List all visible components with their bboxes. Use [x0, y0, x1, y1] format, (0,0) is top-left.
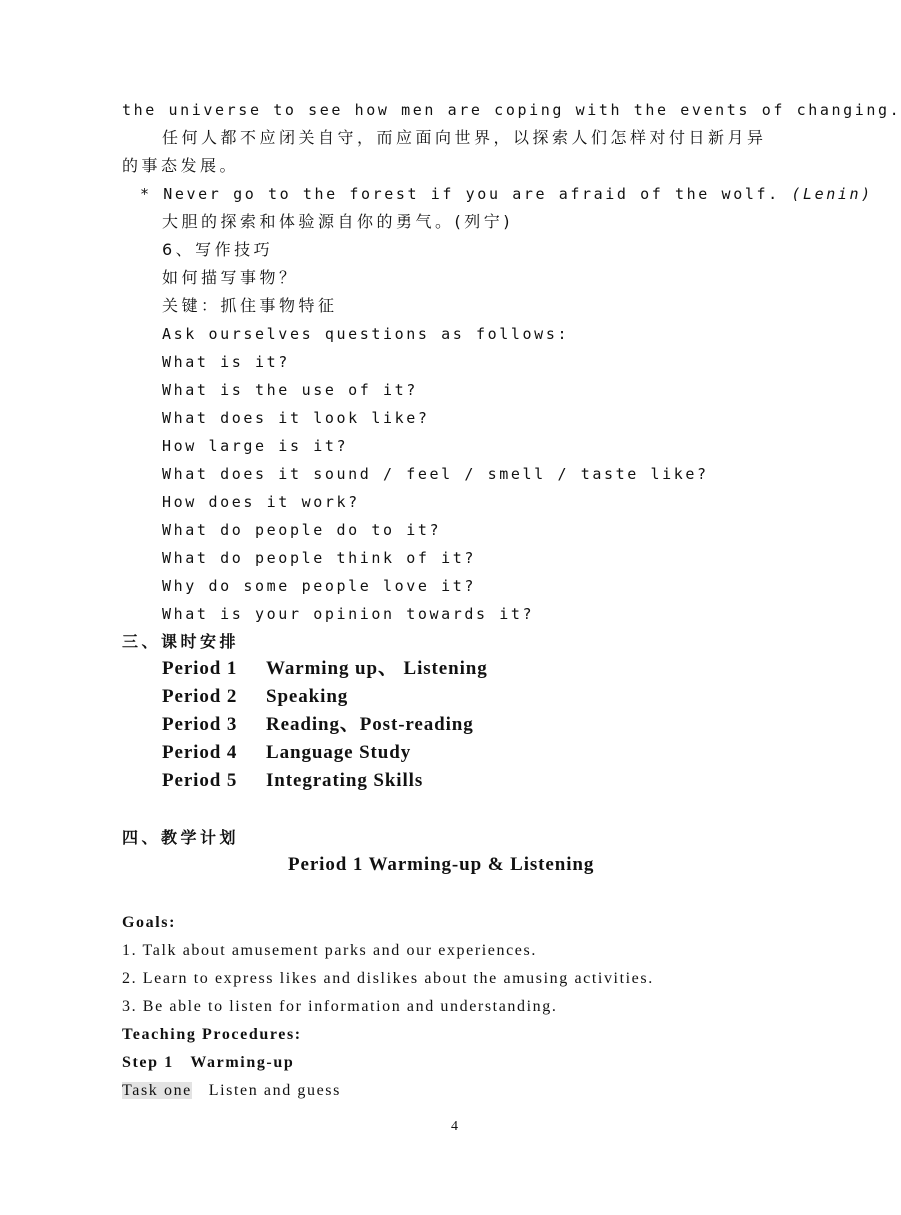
goal-item: 2. Learn to express likes and dislikes about the amusing activities. [122, 970, 654, 987]
period-title: Period 1 Warming-up & Listening [288, 854, 595, 875]
task-label-highlight: Task one [122, 1082, 192, 1099]
question-item: What does it sound / feel / smell / taste like? [162, 465, 709, 483]
ask-intro: Ask ourselves questions as follows: [162, 325, 570, 343]
section-3-title: 三、课时安排 [122, 632, 240, 651]
task-text: Listen and guess [208, 1082, 341, 1099]
quote-bullet: * [140, 185, 152, 203]
question-item: How large is it? [162, 437, 349, 455]
question-item: What do people think of it? [162, 549, 477, 567]
period-name: Reading、Post-reading [266, 714, 474, 735]
task-line [122, 1080, 341, 1102]
question-item: What is it? [162, 353, 290, 371]
period-name: Integrating Skills [266, 770, 424, 791]
period-row [162, 714, 474, 736]
period-row [162, 658, 488, 680]
question-item: What is your opinion towards it? [162, 605, 535, 623]
question-item: How does it work? [162, 493, 360, 511]
quote-author: (Lenin) [791, 185, 873, 203]
period-number: Period 1 [162, 658, 238, 679]
period-number: Period 2 [162, 686, 238, 707]
period-name: Speaking [266, 686, 349, 707]
period-row [162, 742, 411, 764]
text-line-chinese-2: 的事态发展。 [122, 156, 240, 175]
describe-question: 如何描写事物？ [162, 268, 299, 287]
step-heading: Step 1 Warming-up [122, 1054, 295, 1071]
period-number: Period 5 [162, 770, 238, 791]
quote-text: Never go to the forest if you are afraid of the wolf. [163, 185, 780, 203]
text-line-universe: the universe to see how men are coping with the events of changing. [122, 101, 901, 119]
goal-item: 1. Talk about amusement parks and our experiences. [122, 942, 537, 959]
period-name: Language Study [266, 742, 412, 763]
goals-label: Goals: [122, 914, 177, 931]
question-item: What is the use of it? [162, 381, 418, 399]
period-row [162, 686, 348, 708]
page-number: 4 [451, 1119, 458, 1134]
question-item: Why do some people love it? [162, 577, 477, 595]
period-row [162, 770, 423, 792]
question-item: What do people do to it? [162, 521, 442, 539]
section-4-title: 四、教学计划 [122, 828, 240, 847]
quote-line [140, 183, 873, 205]
period-number: Period 4 [162, 742, 238, 763]
text-line-chinese-1: 任何人都不应闭关自守，而应面向世界，以探索人们怎样对付日新月异 [162, 128, 767, 147]
period-name: Warming up、 Listening [266, 658, 488, 679]
procedures-label: Teaching Procedures: [122, 1026, 302, 1043]
question-item: What does it look like? [162, 409, 430, 427]
writing-skill-heading: 6、写作技巧 [162, 240, 274, 259]
goal-item: 3. Be able to listen for information and understanding. [122, 998, 558, 1015]
key-point: 关键：抓住事物特征 [162, 296, 338, 315]
period-number: Period 3 [162, 714, 238, 735]
quote-translation: 大胆的探索和体验源自你的勇气。(列宁) [162, 212, 513, 231]
